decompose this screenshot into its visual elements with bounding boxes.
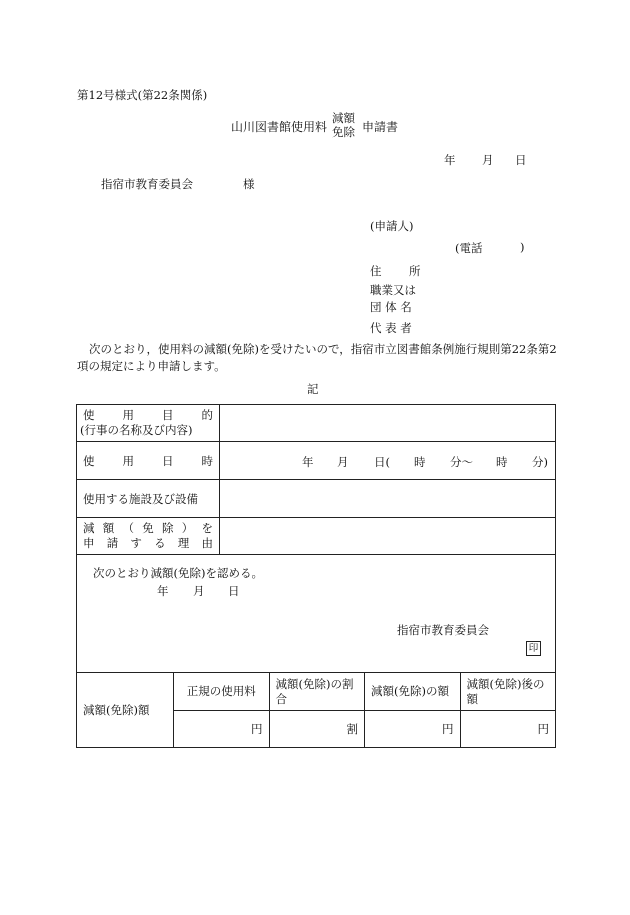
applicant-label: (申請人) xyxy=(370,219,414,233)
address-label-b: 所 xyxy=(409,264,421,278)
facility-label: 使用する施設及び設備 xyxy=(77,480,220,518)
phone-close: ) xyxy=(520,240,525,254)
row-reason xyxy=(77,518,556,555)
regular-fee-field[interactable]: 円 xyxy=(174,711,270,748)
addressee-name: 指宿市教育委員会 xyxy=(101,177,193,191)
header-reduction-amount: 減額(免除)の額 xyxy=(365,673,461,711)
header-regular-fee: 正規の使用料 xyxy=(174,673,270,711)
ki-marker: 記 xyxy=(307,382,319,396)
row-datetime xyxy=(77,442,556,480)
header-after-amount: 減額(免除)後の額 xyxy=(460,673,556,711)
representative-label: 代 表 者 xyxy=(370,321,412,335)
occupation-label: 職業又は xyxy=(370,283,416,297)
approval-section xyxy=(77,555,556,673)
purpose-label: 使 用 目 的 (行事の名称及び内容) xyxy=(77,405,220,442)
title-part2: 申請書 xyxy=(362,120,399,134)
reduction-rate-field[interactable]: 割 xyxy=(269,711,365,748)
after-amount-field[interactable]: 円 xyxy=(460,711,556,748)
title-options xyxy=(332,111,355,139)
calc-row-label: 減額(免除)額 xyxy=(77,673,174,748)
date-year: 年 xyxy=(444,153,456,167)
row-facility xyxy=(77,480,556,518)
title-part1: 山川図書館使用料 xyxy=(231,120,328,134)
addressee-honorific: 様 xyxy=(243,177,255,191)
form-number: 第12号様式(第22条関係) xyxy=(77,88,208,102)
title-option-exemption: 免除 xyxy=(332,125,355,139)
header-reduction-rate: 減額(免除)の割合 xyxy=(269,673,365,711)
application-statement: 次のとおり，使用料の減額(免除)を受けたいので，指宿市立図書館条例施行規則第22条第2項の規定により申請します。 xyxy=(77,342,557,373)
datetime-field[interactable]: 年 月 日( 時 分〜 時 分) xyxy=(220,442,556,480)
date-day: 日 xyxy=(515,153,527,167)
row-purpose xyxy=(77,405,556,442)
approval-text: 次のとおり減額(免除)を認める。 xyxy=(93,566,263,580)
reduction-calc-table xyxy=(76,672,556,748)
date-month: 月 xyxy=(482,153,494,167)
approval-year: 年 xyxy=(157,584,169,598)
application-table xyxy=(76,404,556,673)
title-option-reduction: 減額 xyxy=(332,111,355,125)
seal-icon: 印 xyxy=(526,641,541,656)
reason-label: 減 額 （ 免 除 ） を 申 請 す る 理 由 xyxy=(77,518,220,555)
purpose-field[interactable] xyxy=(220,405,556,442)
row-approval xyxy=(77,555,556,673)
address-label-a: 住 xyxy=(370,264,382,278)
phone-open: (電話 xyxy=(455,241,483,255)
organization-label: 団 体 名 xyxy=(370,300,412,314)
facility-field[interactable] xyxy=(220,480,556,518)
approval-day: 日 xyxy=(228,584,240,598)
purpose-sub-label: (行事の名称及び内容) xyxy=(80,423,193,437)
datetime-label: 使 用 日 時 xyxy=(77,442,220,480)
approval-authority: 指宿市教育委員会 xyxy=(397,623,489,637)
reduction-amount-field[interactable]: 円 xyxy=(365,711,461,748)
approval-month: 月 xyxy=(193,584,205,598)
reason-field[interactable] xyxy=(220,518,556,555)
